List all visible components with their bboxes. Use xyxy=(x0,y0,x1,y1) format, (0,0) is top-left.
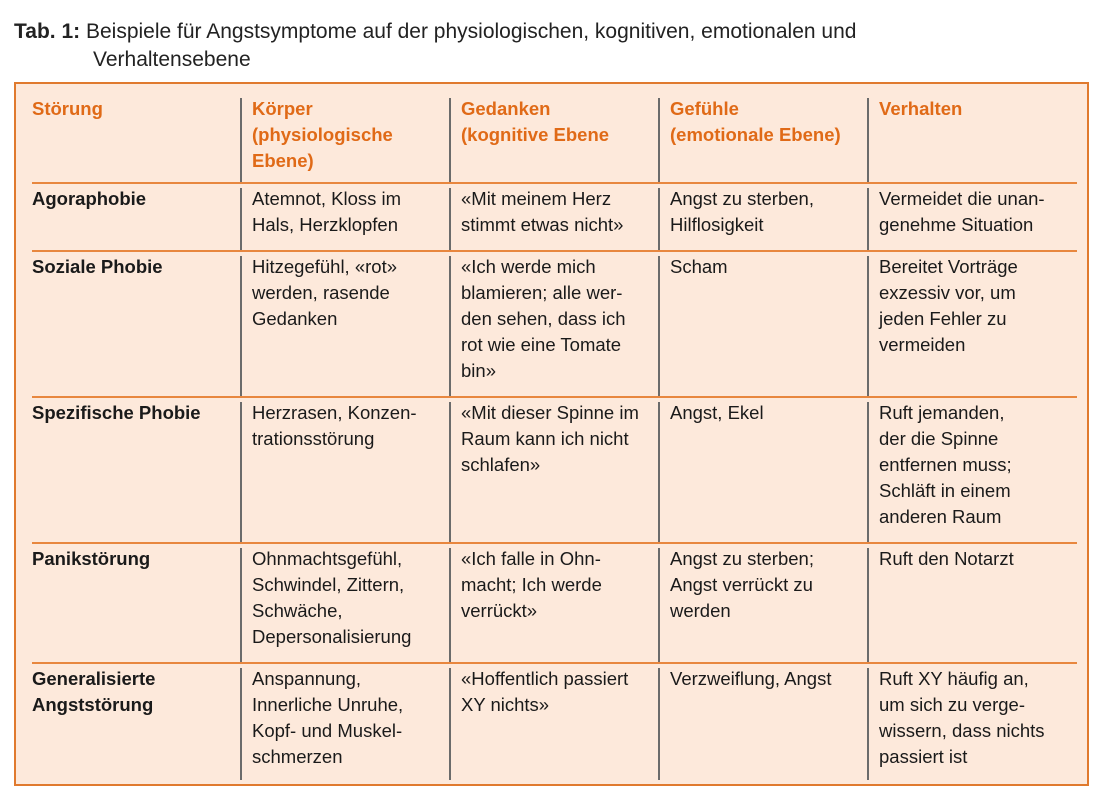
cell-text-line: Hitzegefühl, «rot» xyxy=(252,256,398,277)
cell-behavior xyxy=(867,250,1077,396)
cell-feelings xyxy=(658,396,867,542)
cell-text-line: Anspannung, xyxy=(252,668,362,689)
cell-text-line: (emotionale Ebene) xyxy=(670,124,841,145)
cell-text-line: Vermeidet die unan- xyxy=(879,188,1045,209)
cell-disorder xyxy=(32,396,240,542)
cell-text-line: verrückt» xyxy=(461,600,538,621)
cell-text-line: macht; Ich werde xyxy=(461,574,602,595)
cell-disorder xyxy=(32,250,240,396)
table-header-row xyxy=(32,92,1077,182)
cell-body xyxy=(240,396,449,542)
cell-text-line: Schwindel, Zittern, xyxy=(252,574,405,595)
cell-text-line: Innerliche Unruhe, xyxy=(252,694,404,715)
cell-text-line: Hals, Herzklopfen xyxy=(252,214,399,235)
cell-feelings xyxy=(658,182,867,250)
cell-text-line: Raum kann ich nicht xyxy=(461,428,629,449)
caption-text-line2: Verhaltensebene xyxy=(93,48,251,71)
cell-text-line: Angst zu sterben, xyxy=(670,188,814,209)
header-cell-thoughts xyxy=(449,92,658,182)
cell-thoughts xyxy=(449,662,658,780)
cell-disorder xyxy=(32,662,240,780)
cell-text-line: «Mit dieser Spinne im xyxy=(461,402,639,423)
cell-text-line: stimmt etwas nicht» xyxy=(461,214,624,235)
cell-text-line: Herzrasen, Konzen- xyxy=(252,402,417,423)
cell-body xyxy=(240,662,449,780)
cell-text-line: Störung xyxy=(32,98,103,119)
cell-text-line: um sich zu verge- xyxy=(879,694,1025,715)
cell-disorder xyxy=(32,182,240,250)
cell-text-line: schlafen» xyxy=(461,454,541,475)
cell-behavior xyxy=(867,542,1077,662)
table-row xyxy=(32,182,1077,250)
cell-text-line: den sehen, dass ich xyxy=(461,308,626,329)
cell-text-line: Angst zu sterben; xyxy=(670,548,814,569)
cell-text-line: «Ich falle in Ohn- xyxy=(461,548,601,569)
cell-thoughts xyxy=(449,250,658,396)
cell-text-line: bin» xyxy=(461,360,496,381)
cell-text-line: Agoraphobie xyxy=(32,188,147,209)
cell-text-line: «Ich werde mich xyxy=(461,256,596,277)
cell-text-line: Spezifische Phobie xyxy=(32,402,201,423)
cell-text-line: Verhalten xyxy=(879,98,963,119)
cell-text-line: rot wie eine Tomate xyxy=(461,334,622,355)
cell-text-line: Soziale Phobie xyxy=(32,256,163,277)
header-cell-body xyxy=(240,92,449,182)
cell-text-line: trationsstörung xyxy=(252,428,375,449)
cell-thoughts xyxy=(449,542,658,662)
cell-body xyxy=(240,542,449,662)
table-row xyxy=(32,662,1077,780)
cell-feelings xyxy=(658,542,867,662)
cell-behavior xyxy=(867,182,1077,250)
cell-body xyxy=(240,250,449,396)
cell-text-line: jeden Fehler zu xyxy=(879,308,1007,329)
cell-text-line: Scham xyxy=(670,256,728,277)
header-cell-behavior xyxy=(867,92,1077,182)
cell-behavior xyxy=(867,396,1077,542)
cell-text-line: wissern, dass nichts xyxy=(879,720,1045,741)
cell-body xyxy=(240,182,449,250)
table-body xyxy=(32,92,1077,780)
cell-text-line: Panikstörung xyxy=(32,548,151,569)
cell-text-line: passiert ist xyxy=(879,746,968,767)
cell-text-line: Schläft in einem xyxy=(879,480,1011,501)
cell-text-line: vermeiden xyxy=(879,334,966,355)
cell-text-line: werden, rasende xyxy=(252,282,390,303)
table-row xyxy=(32,250,1077,396)
cell-text-line: werden xyxy=(670,600,731,621)
anxiety-symptoms-table xyxy=(14,82,1089,786)
cell-text-line: Ohnmachtsgefühl, xyxy=(252,548,403,569)
cell-text-line: Generalisierte xyxy=(32,668,156,689)
cell-behavior xyxy=(867,662,1077,780)
cell-disorder xyxy=(32,542,240,662)
header-cell-feelings xyxy=(658,92,867,182)
cell-text-line: Angststörung xyxy=(32,694,154,715)
cell-text-line: schmerzen xyxy=(252,746,343,767)
cell-text-line: entfernen muss; xyxy=(879,454,1012,475)
cell-text-line: genehme Situation xyxy=(879,214,1034,235)
caption-label: Tab. 1: xyxy=(14,20,81,43)
cell-text-line: Ruft XY häufig an, xyxy=(879,668,1029,689)
cell-text-line: Ruft den Notarzt xyxy=(879,548,1014,569)
cell-thoughts xyxy=(449,396,658,542)
header-cell-disorder xyxy=(32,92,240,182)
cell-text-line: XY nichts» xyxy=(461,694,550,715)
cell-text-line: Depersonalisierung xyxy=(252,626,412,647)
cell-text-line: Gefühle xyxy=(670,98,739,119)
table-caption xyxy=(14,18,1074,74)
cell-text-line: Atemnot, Kloss im xyxy=(252,188,402,209)
cell-text-line: Körper xyxy=(252,98,313,119)
cell-thoughts xyxy=(449,182,658,250)
caption-text-line1: Beispiele für Angstsymptome auf der physiologischen, kognitiven, emotionalen und xyxy=(85,20,857,43)
cell-text-line: Verzweiflung, Angst xyxy=(670,668,832,689)
cell-feelings xyxy=(658,662,867,780)
cell-feelings xyxy=(658,250,867,396)
table-row xyxy=(32,542,1077,662)
cell-text-line: Gedanken xyxy=(252,308,338,329)
cell-text-line: Bereitet Vorträge xyxy=(879,256,1018,277)
cell-text-line: (kognitive Ebene xyxy=(461,124,610,145)
cell-text-line: Schwäche, xyxy=(252,600,343,621)
cell-text-line: Gedanken xyxy=(461,98,551,119)
cell-text-line: exzessiv vor, um xyxy=(879,282,1016,303)
cell-text-line: anderen Raum xyxy=(879,506,1002,527)
cell-text-line: Ruft jemanden, xyxy=(879,402,1005,423)
cell-text-line: (physiologische xyxy=(252,124,393,145)
cell-text-line: «Hoffentlich passiert xyxy=(461,668,629,689)
cell-text-line: Angst, Ekel xyxy=(670,402,764,423)
cell-text-line: blamieren; alle wer- xyxy=(461,282,623,303)
cell-text-line: der die Spinne xyxy=(879,428,999,449)
cell-text-line: Kopf- und Muskel- xyxy=(252,720,403,741)
cell-text-line: Angst verrückt zu xyxy=(670,574,813,595)
cell-text-line: «Mit meinem Herz xyxy=(461,188,612,209)
cell-text-line: Hilflosigkeit xyxy=(670,214,764,235)
table-row xyxy=(32,396,1077,542)
cell-text-line: Ebene) xyxy=(252,150,314,171)
